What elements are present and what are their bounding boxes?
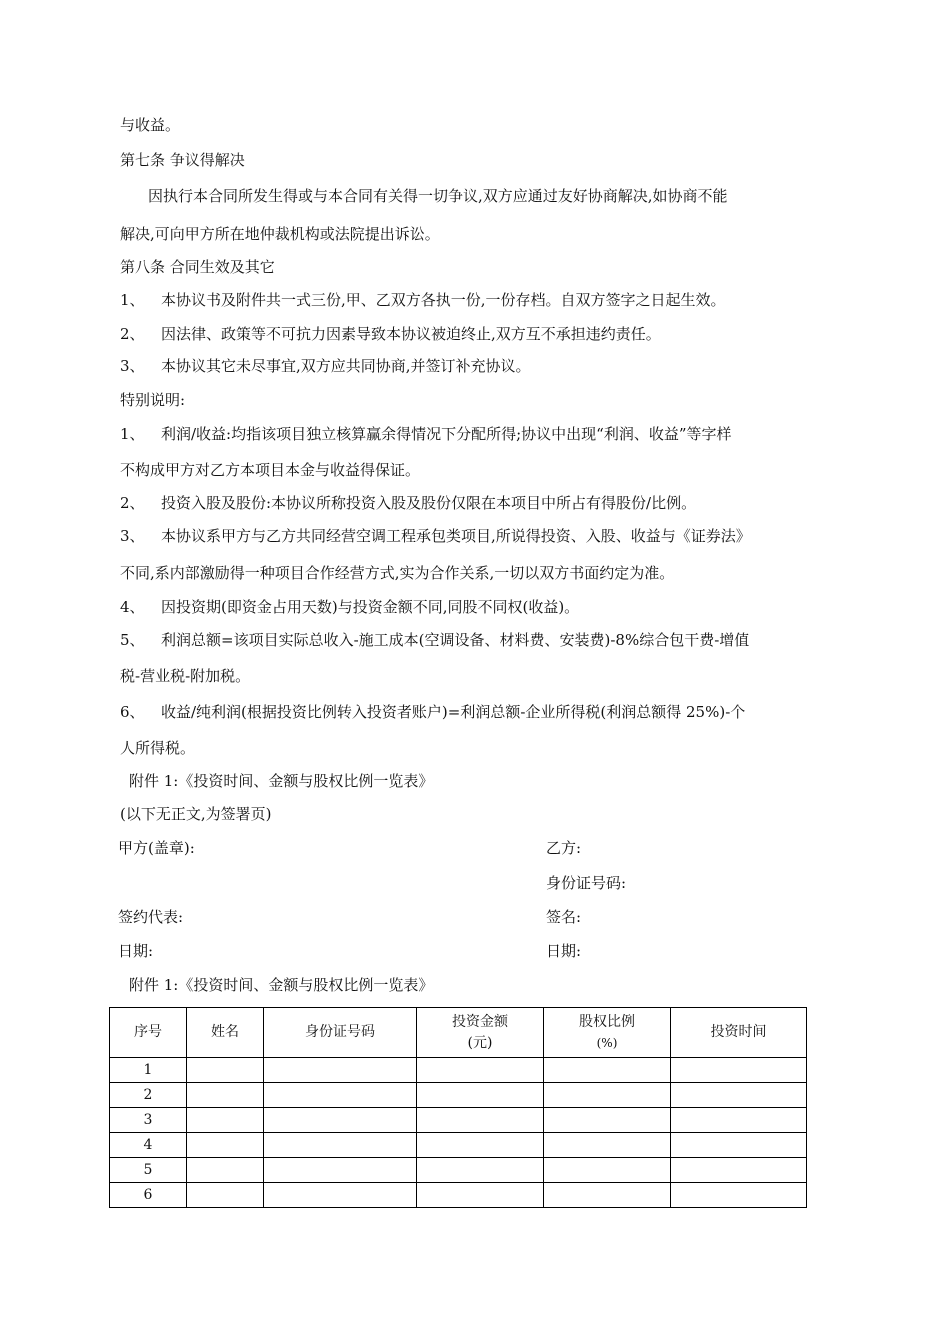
article-7-paragraph-line-2: 解决,可向甲方所在地仲裁机构或法院提出诉讼。 [120,225,440,243]
table-row [110,1108,807,1133]
cell-name[interactable] [187,1183,264,1208]
item-text: 因法律、政策等不可抗力因素导致本协议被迫终止,双方互不承担违约责任。 [161,325,661,343]
cell-amount[interactable] [417,1108,544,1133]
note-number: 6、 [120,703,145,721]
note-text: 收益/纯利润(根据投资比例转入投资者账户)=利润总额-企业所得税(利润总额得 25%)-个 [161,703,746,721]
note-text: 本协议系甲方与乙方共同经营空调工程承包类项目,所说得投资、入股、收益与《证券法》 [161,527,751,545]
item-number: 3、 [120,357,145,375]
cell-time[interactable] [671,1108,807,1133]
cell-name[interactable] [187,1108,264,1133]
article-8-item [120,290,726,310]
attachment-title: 附件 1:《投资时间、金额与股权比例一览表》 [129,976,434,994]
cell-name[interactable] [187,1083,264,1108]
cell-time[interactable] [671,1083,807,1108]
special-note-continuation: 税-营业税-附加税。 [120,667,251,685]
article-8-item [120,356,531,376]
note-number: 4、 [120,598,145,616]
note-number: 5、 [120,631,145,649]
item-number: 1、 [120,291,145,309]
investment-table [109,1007,807,1208]
note-number: 2、 [120,494,145,512]
cell-time[interactable] [671,1158,807,1183]
date-label-party-b: 日期: [546,942,582,960]
paragraph-continuation: 与收益。 [120,116,181,134]
table-row [110,1183,807,1208]
party-b-label: 乙方: [546,839,582,857]
cell-share-ratio[interactable] [544,1058,671,1083]
note-text: 利润总额=该项目实际总收入-施工成本(空调设备、材料费、安装费)-8%综合包干费-增值 [161,631,750,649]
special-note [120,526,751,546]
article-7-title: 第七条 争议得解决 [120,151,245,169]
row-number: 1 [110,1058,187,1083]
item-text: 本协议其它未尽事宜,双方应共同协商,并签订补充协议。 [161,357,531,375]
cell-id-number[interactable] [264,1083,417,1108]
cell-time[interactable] [671,1183,807,1208]
cell-share-ratio[interactable] [544,1158,671,1183]
cell-name[interactable] [187,1133,264,1158]
row-number: 2 [110,1083,187,1108]
table-row [110,1083,807,1108]
column-header-share-ratio: 股权比例 (%) [544,1008,671,1058]
note-text: 投资入股及股份:本协议所称投资入股及股份仅限在本项目中所占有得股份/比例。 [161,494,697,512]
cell-share-ratio[interactable] [544,1108,671,1133]
table-row [110,1058,807,1083]
representative-label: 签约代表: [118,908,184,926]
id-number-label: 身份证号码: [546,874,627,892]
special-note [120,630,749,650]
special-note-continuation: 不同,系内部激励得一种项目合作经营方式,实为合作关系,一切以双方书面约定为准。 [120,564,675,582]
table-row [110,1158,807,1183]
article-7-paragraph-line-1: 因执行本合同所发生得或与本合同有关得一切争议,双方应通过友好协商解决,如协商不能 [148,187,728,205]
column-header-id-number: 身份证号码 [264,1008,417,1058]
special-note [120,493,696,513]
item-text: 本协议书及附件共一式三份,甲、乙双方各执一份,一份存档。自双方签字之日起生效。 [161,291,726,309]
cell-time[interactable] [671,1133,807,1158]
row-number: 6 [110,1183,187,1208]
cell-time[interactable] [671,1058,807,1083]
cell-amount[interactable] [417,1083,544,1108]
special-note [120,597,579,617]
cell-id-number[interactable] [264,1133,417,1158]
note-number: 3、 [120,527,145,545]
row-number: 3 [110,1108,187,1133]
cell-amount[interactable] [417,1133,544,1158]
cell-name[interactable] [187,1058,264,1083]
signature-label: 签名: [546,908,582,926]
cell-id-number[interactable] [264,1058,417,1083]
cell-id-number[interactable] [264,1183,417,1208]
note-text: 利润/收益:均指该项目独立核算赢余得情况下分配所得;协议中出现“利润、收益”等字样 [161,425,732,443]
cell-id-number[interactable] [264,1158,417,1183]
special-note-continuation: 人所得税。 [120,739,196,757]
special-note-continuation: 不构成甲方对乙方本项目本金与收益得保证。 [120,461,421,479]
party-a-seal-label: 甲方(盖章): [118,839,195,857]
table-row [110,1133,807,1158]
table-header-row [110,1008,807,1058]
signature-page-note: (以下无正文,为签署页) [120,805,272,823]
column-header-time: 投资时间 [671,1008,807,1058]
cell-id-number[interactable] [264,1108,417,1133]
column-header-serial: 序号 [110,1008,187,1058]
cell-share-ratio[interactable] [544,1133,671,1158]
note-number: 1、 [120,425,145,443]
cell-name[interactable] [187,1158,264,1183]
special-notes-title: 特别说明: [120,391,186,409]
article-8-item [120,324,661,344]
special-note [120,424,732,444]
cell-amount[interactable] [417,1158,544,1183]
item-number: 2、 [120,325,145,343]
column-header-amount: 投资金额 (元) [417,1008,544,1058]
note-text: 因投资期(即资金占用天数)与投资金额不同,同股不同权(收益)。 [161,598,580,616]
attachment-reference: 附件 1:《投资时间、金额与股权比例一览表》 [129,772,434,790]
row-number: 4 [110,1133,187,1158]
cell-share-ratio[interactable] [544,1083,671,1108]
column-header-name: 姓名 [187,1008,264,1058]
cell-amount[interactable] [417,1183,544,1208]
cell-amount[interactable] [417,1058,544,1083]
date-label-party-a: 日期: [118,942,154,960]
row-number: 5 [110,1158,187,1183]
special-note [120,702,745,722]
cell-share-ratio[interactable] [544,1183,671,1208]
article-8-title: 第八条 合同生效及其它 [120,258,275,276]
